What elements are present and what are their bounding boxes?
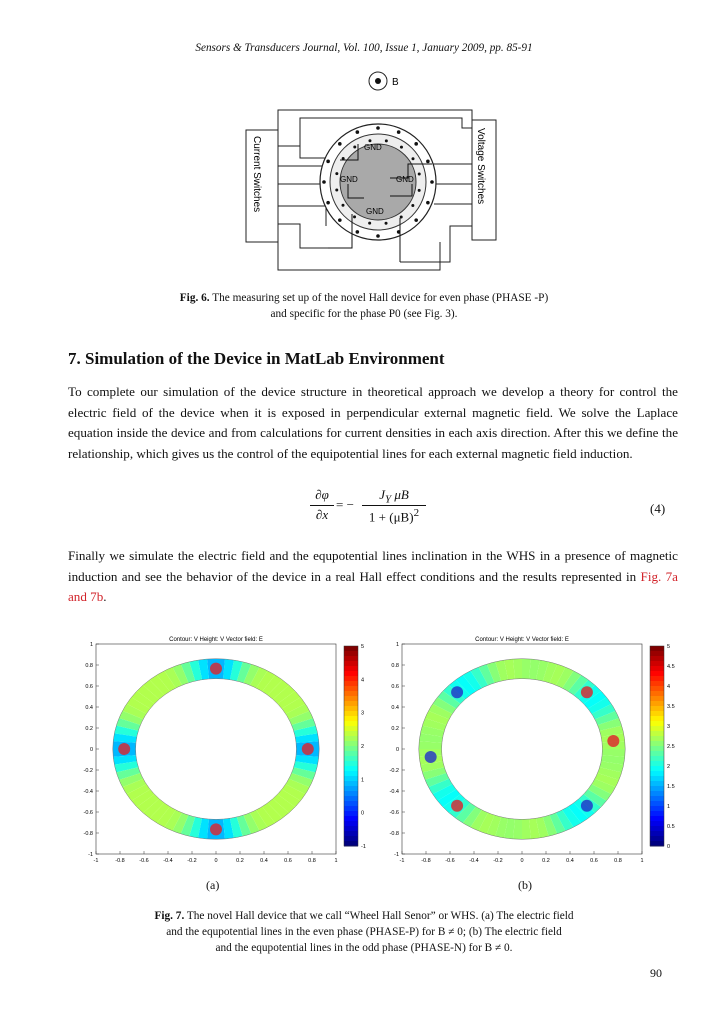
x-tick-label: 0.2 <box>542 858 550 864</box>
colorbar-step <box>344 736 358 742</box>
colorbar-step <box>344 806 358 812</box>
y-tick-label: 0.4 <box>85 705 93 711</box>
page-number: 90 <box>650 966 662 980</box>
outer-contact <box>397 130 401 134</box>
b-field-label: B <box>392 77 399 88</box>
current-switches-label: Current Switches <box>251 136 262 213</box>
colorbar-step <box>650 831 664 837</box>
y-tick-label: -0.6 <box>83 810 93 816</box>
fig7-caption-line3: and the equpotential lines in the odd phase (PHASE-N) for B ≠ 0. <box>215 942 513 954</box>
colorbar-tick-label: 1 <box>667 804 671 810</box>
eq-num-right: $J_Y$ μB <box>379 487 409 506</box>
colorbar-step <box>344 781 358 787</box>
colorbar-step <box>344 681 358 687</box>
y-tick-label: 0.8 <box>85 663 93 669</box>
colorbar-tick-label: 2 <box>361 744 365 750</box>
x-tick-label: 0.6 <box>590 858 598 864</box>
fig7b-plot <box>388 634 680 866</box>
colorbar-tick-label: 1 <box>361 777 365 784</box>
colorbar-tick-label: 4 <box>361 677 365 684</box>
inner-contact <box>368 139 371 142</box>
outer-contact <box>414 142 418 146</box>
colorbar-step <box>344 801 358 807</box>
colorbar-step <box>650 751 664 757</box>
y-tick-label: 0.2 <box>391 726 399 732</box>
eq-den-right: $1 + (\mu B)^2$ <box>368 507 420 525</box>
hot-spot <box>581 800 593 812</box>
outer-contact <box>426 160 430 164</box>
y-tick-label: 1 <box>89 642 93 648</box>
fig7-reference-link[interactable]: Fig. 7a and 7b <box>68 568 678 605</box>
x-tick-label: -0.4 <box>163 858 173 864</box>
voltage-switches-label: Voltage Switches <box>475 128 486 205</box>
outer-contact <box>376 126 380 130</box>
colorbar-step <box>344 661 358 667</box>
outer-contact <box>338 218 342 222</box>
colorbar-step <box>650 716 664 722</box>
colorbar-step <box>344 686 358 692</box>
x-tick-label: 0.4 <box>260 858 268 864</box>
fig7-caption-line2: and the equpotential lines in the even phase (PHASE-P) for B ≠ 0; (b) The electric field <box>166 926 562 938</box>
y-tick-label: -0.2 <box>389 768 399 774</box>
colorbar-step <box>650 726 664 732</box>
outer-contact <box>356 230 360 234</box>
colorbar-step <box>650 756 664 762</box>
outer-contact <box>326 160 330 164</box>
colorbar-step <box>650 671 664 677</box>
y-tick-label: -0.2 <box>83 768 93 774</box>
hot-spot <box>581 686 593 698</box>
x-tick-label: -1 <box>399 858 405 864</box>
colorbar-tick-label: 3 <box>667 724 671 730</box>
colorbar-step <box>650 676 664 682</box>
x-tick-label: -0.2 <box>493 858 503 864</box>
x-tick-label: 0.8 <box>308 858 316 864</box>
paragraph-2-text: Finally we simulate the electric field and the equpotential lines inclination in the WHS in a presence of magnetic induction and see the behavior of the device in a real Hall effect conditions and the results represented in <box>68 548 678 584</box>
colorbar-tick-label: 4 <box>667 684 671 690</box>
colorbar-step <box>650 821 664 827</box>
colorbar-step <box>344 826 358 832</box>
outer-contact <box>322 180 326 184</box>
colorbar-step <box>344 761 358 767</box>
eq-num-left: ∂φ <box>315 487 329 502</box>
colorbar-step <box>650 701 664 707</box>
colorbar-step <box>650 826 664 832</box>
hot-spot <box>302 743 314 755</box>
colorbar-step <box>650 731 664 737</box>
y-tick-label: 0.6 <box>85 684 93 690</box>
running-header: Sensors & Transducers Journal, Vol. 100, Issue 1, January 2009, pp. 85-91 <box>195 42 533 54</box>
colorbar-step <box>650 766 664 772</box>
y-tick-label: -1 <box>88 852 93 858</box>
colorbar-step <box>344 691 358 697</box>
ring-inner-edge <box>442 679 603 820</box>
fig7a-label: (a) <box>206 878 220 892</box>
colorbar-step <box>650 686 664 692</box>
colorbar-step <box>650 661 664 667</box>
x-tick-label: -0.8 <box>421 858 431 864</box>
ring-inner-edge <box>136 679 297 820</box>
colorbar-step <box>344 656 358 662</box>
eq-equals: = − <box>336 497 354 512</box>
colorbar-step <box>344 676 358 682</box>
y-tick-label: 0.6 <box>391 684 399 690</box>
colorbar-step <box>344 716 358 722</box>
inner-contact <box>385 139 388 142</box>
colorbar-step <box>344 701 358 707</box>
colorbar-step <box>650 656 664 662</box>
y-tick-label: 0 <box>395 747 399 753</box>
fig6-caption-line1: The measuring set up of the novel Hall device for even phase (PHASE -P) <box>209 292 549 304</box>
inner-contact <box>412 157 415 160</box>
x-tick-label: -0.4 <box>469 858 479 864</box>
x-tick-label: -1 <box>93 858 99 864</box>
x-tick-label: -0.6 <box>139 858 149 864</box>
colorbar-step <box>650 711 664 717</box>
y-tick-label: -0.6 <box>389 810 399 816</box>
section-title: 7. Simulation of the Device in MatLab Environment <box>68 349 445 368</box>
colorbar-step <box>650 811 664 817</box>
colorbar-step <box>650 691 664 697</box>
equation-number: (4) <box>650 501 666 516</box>
inner-contact <box>418 189 421 192</box>
colorbar-step <box>344 666 358 672</box>
colorbar-step <box>344 741 358 747</box>
hot-spot <box>607 735 619 747</box>
colorbar-step <box>650 706 664 712</box>
fig6-caption-line2: and specific for the phase P0 (see Fig. 3). <box>270 308 458 320</box>
colorbar-step <box>344 771 358 777</box>
inner-contact <box>368 222 371 225</box>
colorbar-tick-label: 2.5 <box>667 744 675 750</box>
x-tick-label: -0.8 <box>115 858 125 864</box>
colorbar-step <box>344 831 358 837</box>
colorbar-tick-label: 4.5 <box>667 664 675 670</box>
colorbar-tick-label: -1 <box>361 844 366 850</box>
paragraph-2: Finally we simulate the electric field and the equpotential lines inclination in the WHS in a presence of magnetic induction and see the behavior of the device in a real Hall effect conditions and the results represented in Fig. 7a and 7b. <box>68 548 678 605</box>
colorbar-step <box>650 776 664 782</box>
colorbar-step <box>344 756 358 762</box>
gnd-bottom: GND <box>366 207 384 216</box>
inner-contact <box>418 172 421 175</box>
colorbar-tick-label: 0.5 <box>667 824 675 830</box>
inner-contact <box>353 145 356 148</box>
colorbar-step <box>650 681 664 687</box>
colorbar-step <box>344 751 358 757</box>
eq-den-left: ∂x <box>315 507 329 522</box>
x-tick-label: 0 <box>214 858 218 864</box>
y-tick-label: 1 <box>395 642 399 648</box>
hot-spot <box>425 751 437 763</box>
colorbar-tick-label: 3.5 <box>667 704 675 710</box>
colorbar-step <box>650 651 664 657</box>
x-tick-label: 1 <box>640 858 644 864</box>
x-tick-label: -0.2 <box>187 858 197 864</box>
colorbar-step <box>650 721 664 727</box>
plot-title: Contour: V Height: V Vector field: E <box>169 637 263 643</box>
inner-contact <box>400 216 403 219</box>
colorbar-step <box>650 746 664 752</box>
colorbar-step <box>344 651 358 657</box>
colorbar-step <box>650 781 664 787</box>
gnd-right: GND <box>396 175 414 184</box>
y-tick-label: 0 <box>89 747 93 753</box>
inner-contact <box>385 222 388 225</box>
colorbar-step <box>344 711 358 717</box>
colorbar-step <box>344 766 358 772</box>
y-tick-label: -0.8 <box>83 831 93 837</box>
colorbar-tick-label: 5 <box>667 644 671 650</box>
colorbar-step <box>344 841 358 847</box>
colorbar-step <box>650 741 664 747</box>
outer-contact <box>414 218 418 222</box>
y-tick-label: -0.4 <box>389 789 399 795</box>
colorbar-tick-label: 2 <box>667 764 671 770</box>
colorbar-step <box>344 791 358 797</box>
colorbar-step <box>650 666 664 672</box>
inner-contact <box>353 215 356 218</box>
y-tick-label: -0.4 <box>83 789 93 795</box>
inner-contact <box>411 204 414 207</box>
x-tick-label: 0.4 <box>566 858 574 864</box>
outer-contact <box>397 230 401 234</box>
colorbar-step <box>344 796 358 802</box>
y-tick-label: 0.8 <box>391 663 399 669</box>
colorbar-step <box>344 821 358 827</box>
hot-spot <box>118 743 130 755</box>
fig6-schematic <box>240 66 500 278</box>
colorbar-step <box>344 696 358 702</box>
colorbar-step <box>344 671 358 677</box>
inner-contact <box>335 172 338 175</box>
hot-spot <box>210 823 222 835</box>
colorbar-step <box>344 786 358 792</box>
outer-contact <box>338 142 342 146</box>
colorbar-step <box>650 806 664 812</box>
colorbar-tick-label: 0 <box>667 844 671 850</box>
gnd-left: GND <box>340 175 358 184</box>
colorbar-step <box>650 696 664 702</box>
colorbar-step <box>650 796 664 802</box>
x-tick-label: 0.2 <box>236 858 244 864</box>
fig7b-label: (b) <box>518 878 532 892</box>
x-tick-label: -0.6 <box>445 858 455 864</box>
fig6-caption <box>0 290 728 322</box>
fig7-caption-label: Fig. 7. <box>154 910 185 922</box>
colorbar-step <box>344 836 358 842</box>
fig6-caption-label: Fig. 6. <box>179 292 210 304</box>
colorbar-step <box>344 731 358 737</box>
equation-4 <box>310 487 430 537</box>
colorbar-step <box>344 721 358 727</box>
colorbar-step <box>650 841 664 847</box>
hot-spot <box>451 800 463 812</box>
colorbar-step <box>344 816 358 822</box>
colorbar-tick-label: 5 <box>361 644 365 650</box>
outer-contact <box>326 201 330 205</box>
colorbar-step <box>344 726 358 732</box>
colorbar-step <box>650 816 664 822</box>
inner-contact <box>335 189 338 192</box>
colorbar-step <box>344 776 358 782</box>
outer-contact <box>376 234 380 238</box>
fig7-caption <box>0 908 728 956</box>
hot-spot <box>210 663 222 675</box>
plot-title: Contour: V Height: V Vector field: E <box>475 637 569 643</box>
inner-contact <box>400 146 403 149</box>
colorbar-step <box>650 771 664 777</box>
inner-contact <box>341 204 344 207</box>
y-tick-label: -0.8 <box>389 831 399 837</box>
x-tick-label: 0.8 <box>614 858 622 864</box>
x-tick-label: 0.6 <box>284 858 292 864</box>
colorbar-tick-label: 3 <box>361 710 365 717</box>
fig7-caption-line1: The novel Hall device that we call “Wheel Hall Senor” or WHS. (a) The electric field <box>184 910 574 922</box>
fig7a-plot <box>82 634 374 866</box>
y-tick-label: 0.2 <box>85 726 93 732</box>
hot-spot <box>451 686 463 698</box>
colorbar-step <box>650 836 664 842</box>
outer-contact <box>356 130 360 134</box>
x-tick-label: 0 <box>520 858 524 864</box>
y-tick-label: 0.4 <box>391 705 399 711</box>
paragraph-1: To complete our simulation of the device structure in theoretical approach we develop a theory for control the electric field of the device when it is exposed in perpendicular external magnetic field. We solve the Laplace equation inside the device and from calculations for current densities in each axis direction. After this we define the relationship, which gives us the control of the equipotential lines for each external magnetic field induction. <box>68 384 678 461</box>
y-tick-label: -1 <box>394 852 399 858</box>
colorbar-step <box>650 761 664 767</box>
colorbar-step <box>650 791 664 797</box>
x-tick-label: 1 <box>334 858 338 864</box>
colorbar-step <box>344 646 358 652</box>
colorbar-step <box>650 736 664 742</box>
colorbar-tick-label: 0 <box>361 810 365 817</box>
colorbar-step <box>650 801 664 807</box>
colorbar-step <box>344 746 358 752</box>
colorbar-tick-label: 1.5 <box>667 784 675 790</box>
colorbar-step <box>344 706 358 712</box>
outer-contact <box>426 201 430 205</box>
colorbar-step <box>650 786 664 792</box>
inner-contact <box>342 157 345 160</box>
colorbar-step <box>344 811 358 817</box>
colorbar-step <box>650 646 664 652</box>
gnd-top: GND <box>364 143 382 152</box>
outer-contact <box>430 180 434 184</box>
